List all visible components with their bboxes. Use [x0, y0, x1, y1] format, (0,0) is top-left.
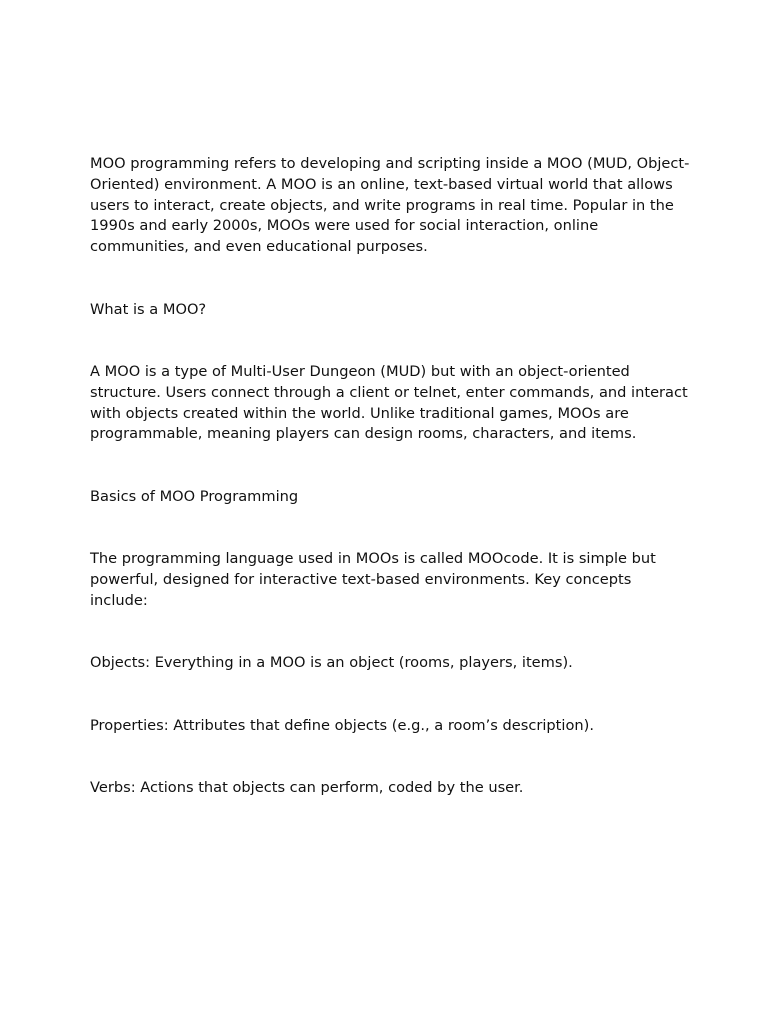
- heading-basics: Basics of MOO Programming: [90, 487, 299, 505]
- paragraph-spacer: [90, 736, 690, 778]
- concept-properties: Properties: Attributes that define objects (e.g., a room’s description).: [90, 716, 594, 734]
- heading-what-is-moo: What is a MOO?: [90, 300, 207, 318]
- document-body: [90, 154, 690, 799]
- intro-paragraph: MOO programming refers to developing and scripting inside a MOO (MUD, Object-Oriented) environment. A MOO is an online, text-based virtual world that allows users to interact, create objects, and write programs in real time. Popular in the 1990s and early 2000s, MOOs were used for social interaction, online communities, and even educational purposes.: [90, 155, 690, 256]
- what-is-moo-paragraph: A MOO is a type of Multi-User Dungeon (MUD) but with an object-oriented structure. Users connect through a client or telnet, enter commands, and interact with objects created within the world. Unlike traditional games, MOOs are programmable, meaning players can design rooms, characters, and items.: [90, 362, 688, 443]
- paragraph-spacer: [90, 320, 690, 362]
- concept-verbs: Verbs: Actions that objects can perform, coded by the user.: [90, 778, 524, 796]
- concept-objects: Objects: Everything in a MOO is an object (rooms, players, items).: [90, 654, 573, 672]
- paragraph-spacer: [90, 612, 690, 654]
- paragraph-spacer: [90, 674, 690, 716]
- paragraph-spacer: [90, 445, 690, 487]
- paragraph-spacer: [90, 258, 690, 300]
- paragraph-spacer: [90, 508, 690, 550]
- basics-paragraph: The programming language used in MOOs is called MOOcode. It is simple but powerful, designed for interactive text-based environments. Key concepts include:: [90, 550, 656, 609]
